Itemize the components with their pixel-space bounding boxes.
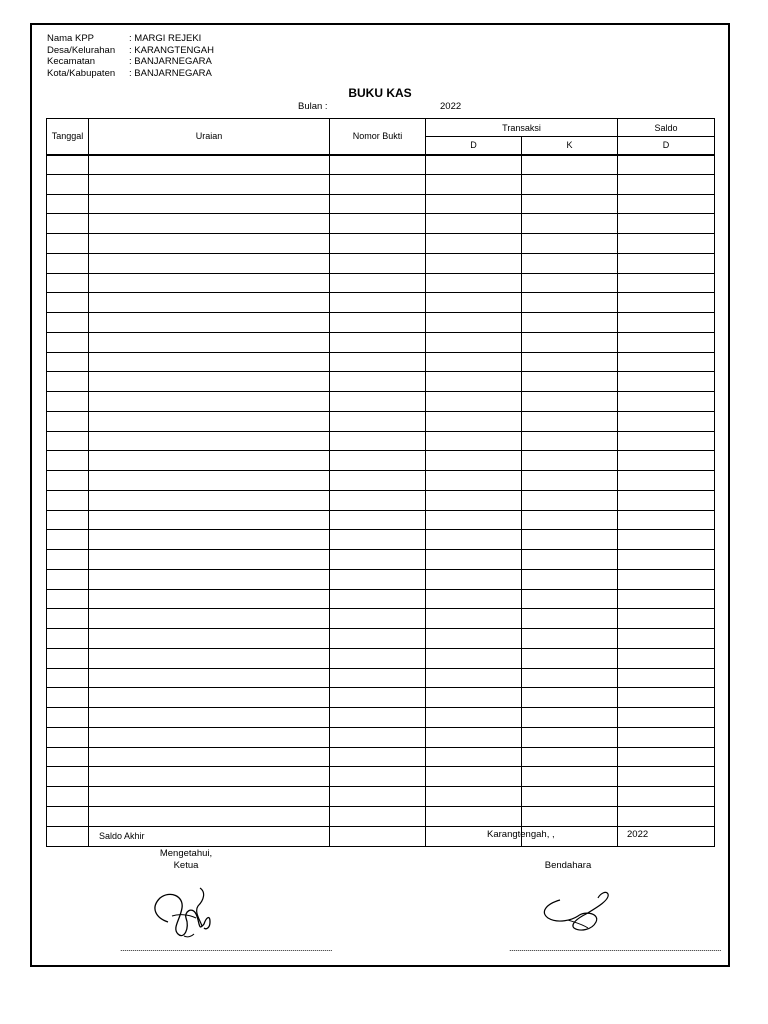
table-cell [618, 352, 715, 372]
table-cell [330, 372, 426, 392]
table-cell [522, 550, 618, 570]
table-cell [47, 648, 89, 668]
table-row [47, 451, 715, 471]
col-header-nomor-bukti: Nomor Bukti [330, 119, 426, 155]
table-cell [426, 688, 522, 708]
table-cell [426, 372, 522, 392]
table-cell [89, 510, 330, 530]
table-cell [89, 530, 330, 550]
table-cell [426, 332, 522, 352]
bulan-year: 2022 [440, 101, 462, 112]
col-header-saldo-d: D [618, 137, 715, 155]
table-cell [522, 589, 618, 609]
table-cell [47, 273, 89, 293]
table-cell [89, 629, 330, 649]
table-row [47, 490, 715, 510]
table-cell [522, 510, 618, 530]
table-row [47, 629, 715, 649]
table-cell [618, 253, 715, 273]
table-cell [618, 530, 715, 550]
table-cell [47, 826, 89, 846]
table-cell [47, 411, 89, 431]
table-cell [330, 550, 426, 570]
table-cell [618, 392, 715, 412]
table-cell [426, 589, 522, 609]
table-cell [89, 589, 330, 609]
table-cell [47, 313, 89, 333]
table-cell [618, 589, 715, 609]
table-row [47, 688, 715, 708]
table-cell [522, 155, 618, 175]
table-cell [426, 550, 522, 570]
table-row [47, 708, 715, 728]
table-cell [522, 214, 618, 234]
table-cell [89, 471, 330, 491]
table-row [47, 668, 715, 688]
table-cell [522, 708, 618, 728]
table-cell [618, 155, 715, 175]
table-cell [522, 668, 618, 688]
table-cell [426, 609, 522, 629]
table-cell [618, 727, 715, 747]
info-row-desa [47, 45, 214, 57]
info-label: Kota/Kabupaten [47, 67, 116, 79]
table-cell [426, 767, 522, 787]
table-cell [426, 253, 522, 273]
table-row [47, 332, 715, 352]
table-cell [618, 747, 715, 767]
table-cell [426, 727, 522, 747]
table-cell [618, 332, 715, 352]
table-row [47, 609, 715, 629]
place-date: Karangtengah, , [487, 829, 555, 840]
table-cell [47, 194, 89, 214]
table-cell [330, 787, 426, 807]
info-label: Desa/Kelurahan [47, 44, 116, 56]
table-cell [330, 155, 426, 175]
table-cell [47, 708, 89, 728]
table-cell [522, 411, 618, 431]
table-cell [330, 629, 426, 649]
table-cell [89, 411, 330, 431]
table-cell [426, 234, 522, 254]
table-cell [89, 332, 330, 352]
table-cell [330, 530, 426, 550]
table-cell [47, 747, 89, 767]
table-row [47, 372, 715, 392]
table-cell [47, 372, 89, 392]
table-cell [522, 747, 618, 767]
table-cell [426, 471, 522, 491]
table-cell [47, 174, 89, 194]
table-cell [89, 293, 330, 313]
table-cell [330, 352, 426, 372]
table-cell [522, 234, 618, 254]
table-cell [89, 569, 330, 589]
table-cell [426, 747, 522, 767]
table-cell [89, 648, 330, 668]
table-cell [330, 648, 426, 668]
table-cell [89, 490, 330, 510]
ketua-signature-line: .......................................................................................................... [120, 943, 333, 953]
table-cell [89, 767, 330, 787]
cash-book-table [46, 118, 715, 847]
table-cell [618, 708, 715, 728]
info-value: : KARANGTENGAH [129, 44, 214, 56]
table-cell [330, 214, 426, 234]
col-header-tanggal: Tanggal [47, 119, 89, 155]
table-cell [47, 806, 89, 826]
table-cell [522, 471, 618, 491]
table-cell [522, 787, 618, 807]
table-cell [618, 490, 715, 510]
table-cell [426, 569, 522, 589]
table-cell [426, 530, 522, 550]
table-cell [89, 451, 330, 471]
info-value: : BANJARNEGARA [129, 67, 212, 79]
table-cell [330, 313, 426, 333]
table-cell [330, 431, 426, 451]
col-header-transaksi-k: K [522, 137, 618, 155]
table-cell [618, 471, 715, 491]
table-cell [330, 826, 426, 846]
table-cell [522, 431, 618, 451]
table-cell [330, 332, 426, 352]
info-label: Nama KPP [47, 33, 94, 44]
table-cell [522, 293, 618, 313]
table-cell [89, 787, 330, 807]
table-cell [426, 490, 522, 510]
table-cell [47, 550, 89, 570]
table-cell [522, 569, 618, 589]
table-cell [47, 431, 89, 451]
bulan-label: Bulan : [298, 101, 328, 112]
table-cell [89, 727, 330, 747]
table-cell [330, 688, 426, 708]
bendahara-label: Bendahara [544, 860, 592, 871]
table-cell [618, 688, 715, 708]
table-row [47, 234, 715, 254]
table-cell [618, 569, 715, 589]
table-cell [522, 273, 618, 293]
table-cell [330, 569, 426, 589]
table-cell [330, 174, 426, 194]
table-cell [330, 767, 426, 787]
table-cell [330, 194, 426, 214]
table-cell [426, 194, 522, 214]
table-cell [330, 392, 426, 412]
table-cell [89, 747, 330, 767]
table-cell [330, 293, 426, 313]
table-cell [47, 253, 89, 273]
table-row [47, 471, 715, 491]
header-info [47, 33, 214, 79]
table-cell [522, 332, 618, 352]
table-cell [426, 451, 522, 471]
table-row [47, 530, 715, 550]
table-cell [426, 648, 522, 668]
table-cell [522, 174, 618, 194]
table-cell [618, 787, 715, 807]
info-label: Kecamatan [47, 56, 96, 67]
table-cell [522, 648, 618, 668]
table-cell [89, 174, 330, 194]
table-cell [330, 609, 426, 629]
table-row [47, 510, 715, 530]
table-cell [330, 747, 426, 767]
table-row [47, 155, 715, 175]
table-row [47, 253, 715, 273]
table-cell [618, 234, 715, 254]
table-cell [618, 510, 715, 530]
table-cell [47, 530, 89, 550]
table-cell [426, 629, 522, 649]
table-row [47, 767, 715, 787]
bendahara-signature-icon [538, 890, 614, 934]
table-row [47, 747, 715, 767]
col-header-transaksi-d: D [426, 137, 522, 155]
table-cell [89, 392, 330, 412]
table-cell [330, 234, 426, 254]
table-cell [426, 392, 522, 412]
table-cell [522, 806, 618, 826]
ketua-label: Ketua [173, 860, 199, 871]
ketua-signature-icon [148, 884, 218, 944]
table-cell [522, 352, 618, 372]
bendahara-signature-line: .......................................................................................................... [509, 943, 722, 953]
info-row-nama-kpp [47, 33, 214, 45]
info-row-kota [47, 68, 214, 80]
table-cell [618, 451, 715, 471]
table-cell [618, 431, 715, 451]
table-cell [89, 313, 330, 333]
table-row [47, 392, 715, 412]
table-cell [89, 609, 330, 629]
table-cell [522, 767, 618, 787]
table-cell [618, 629, 715, 649]
info-value: : MARGI REJEKI [129, 33, 202, 44]
table-cell [47, 589, 89, 609]
table-cell [89, 253, 330, 273]
table-cell [330, 668, 426, 688]
table-row [47, 648, 715, 668]
table-cell [426, 214, 522, 234]
table-cell [330, 589, 426, 609]
table-cell [89, 372, 330, 392]
table-cell [89, 234, 330, 254]
table-cell [89, 352, 330, 372]
ketua-block [130, 848, 242, 872]
table-cell [89, 708, 330, 728]
table-cell [89, 214, 330, 234]
table-cell [426, 273, 522, 293]
table-cell [47, 510, 89, 530]
col-header-transaksi: Transaksi [426, 119, 618, 137]
table-cell [47, 214, 89, 234]
table-row [47, 787, 715, 807]
table-cell [47, 668, 89, 688]
col-header-uraian: Uraian [89, 119, 330, 155]
table-cell [618, 372, 715, 392]
table-row [47, 431, 715, 451]
table-row [47, 550, 715, 570]
table-cell [618, 411, 715, 431]
table-cell [47, 451, 89, 471]
table-cell [426, 174, 522, 194]
table-cell [618, 668, 715, 688]
table-row [47, 569, 715, 589]
table-cell [89, 273, 330, 293]
col-header-saldo: Saldo [618, 119, 715, 137]
table-cell [618, 194, 715, 214]
table-cell [522, 313, 618, 333]
table-cell [89, 194, 330, 214]
table-row [47, 727, 715, 747]
table-cell [522, 688, 618, 708]
table-cell [426, 352, 522, 372]
table-cell [426, 510, 522, 530]
table-cell [89, 550, 330, 570]
table-cell [618, 313, 715, 333]
table-cell [47, 392, 89, 412]
table-cell [89, 155, 330, 175]
table-cell [426, 313, 522, 333]
table-cell [522, 490, 618, 510]
table-cell [47, 787, 89, 807]
table-cell [618, 214, 715, 234]
saldo-akhir-label: Saldo Akhir [89, 826, 330, 846]
table-cell [426, 806, 522, 826]
table-cell [330, 727, 426, 747]
table-cell [522, 530, 618, 550]
table-cell [426, 668, 522, 688]
table-cell [522, 629, 618, 649]
table-cell [618, 293, 715, 313]
table-cell [47, 352, 89, 372]
table-cell [522, 451, 618, 471]
table-cell [426, 708, 522, 728]
table-cell [47, 234, 89, 254]
table-row [47, 352, 715, 372]
table-cell [330, 708, 426, 728]
table-cell [47, 293, 89, 313]
table-cell [47, 490, 89, 510]
table-cell [618, 273, 715, 293]
mengetahui-label: Mengetahui, [159, 848, 213, 859]
table-row [47, 589, 715, 609]
table-row [47, 293, 715, 313]
table-cell [618, 174, 715, 194]
table-row [47, 273, 715, 293]
table-cell [618, 609, 715, 629]
info-value: : BANJARNEGARA [129, 56, 212, 67]
table-cell [618, 648, 715, 668]
table-cell [330, 510, 426, 530]
table-cell [330, 273, 426, 293]
table-row [47, 806, 715, 826]
table-cell [330, 451, 426, 471]
saldo-akhir-row [47, 826, 715, 846]
table-cell [47, 727, 89, 747]
table-cell [47, 569, 89, 589]
table-cell [426, 411, 522, 431]
table-cell [618, 767, 715, 787]
table-cell [522, 392, 618, 412]
table-row [47, 214, 715, 234]
table-cell [47, 688, 89, 708]
table-cell [426, 293, 522, 313]
table-cell [522, 253, 618, 273]
table-cell [47, 471, 89, 491]
table-body [47, 155, 715, 847]
document-title: BUKU KAS [348, 86, 412, 100]
table-cell [47, 332, 89, 352]
table-cell [89, 688, 330, 708]
table-cell [47, 629, 89, 649]
table-cell [47, 609, 89, 629]
table-cell [426, 787, 522, 807]
table-cell [89, 668, 330, 688]
table-cell [522, 727, 618, 747]
table-cell [618, 806, 715, 826]
table-cell [426, 155, 522, 175]
info-row-kecamatan [47, 56, 214, 68]
table-cell [330, 253, 426, 273]
table-cell [522, 194, 618, 214]
table-row [47, 174, 715, 194]
table-row [47, 313, 715, 333]
table-cell [522, 609, 618, 629]
table-cell [618, 550, 715, 570]
table-cell [47, 767, 89, 787]
table-cell [89, 806, 330, 826]
table-row [47, 194, 715, 214]
table-cell [330, 411, 426, 431]
table-cell [330, 806, 426, 826]
table-cell [89, 431, 330, 451]
table-cell [426, 431, 522, 451]
place-year: 2022 [627, 829, 649, 840]
table-row [47, 411, 715, 431]
table-cell [47, 155, 89, 175]
table-cell [330, 490, 426, 510]
table-cell [522, 372, 618, 392]
table-cell [330, 471, 426, 491]
